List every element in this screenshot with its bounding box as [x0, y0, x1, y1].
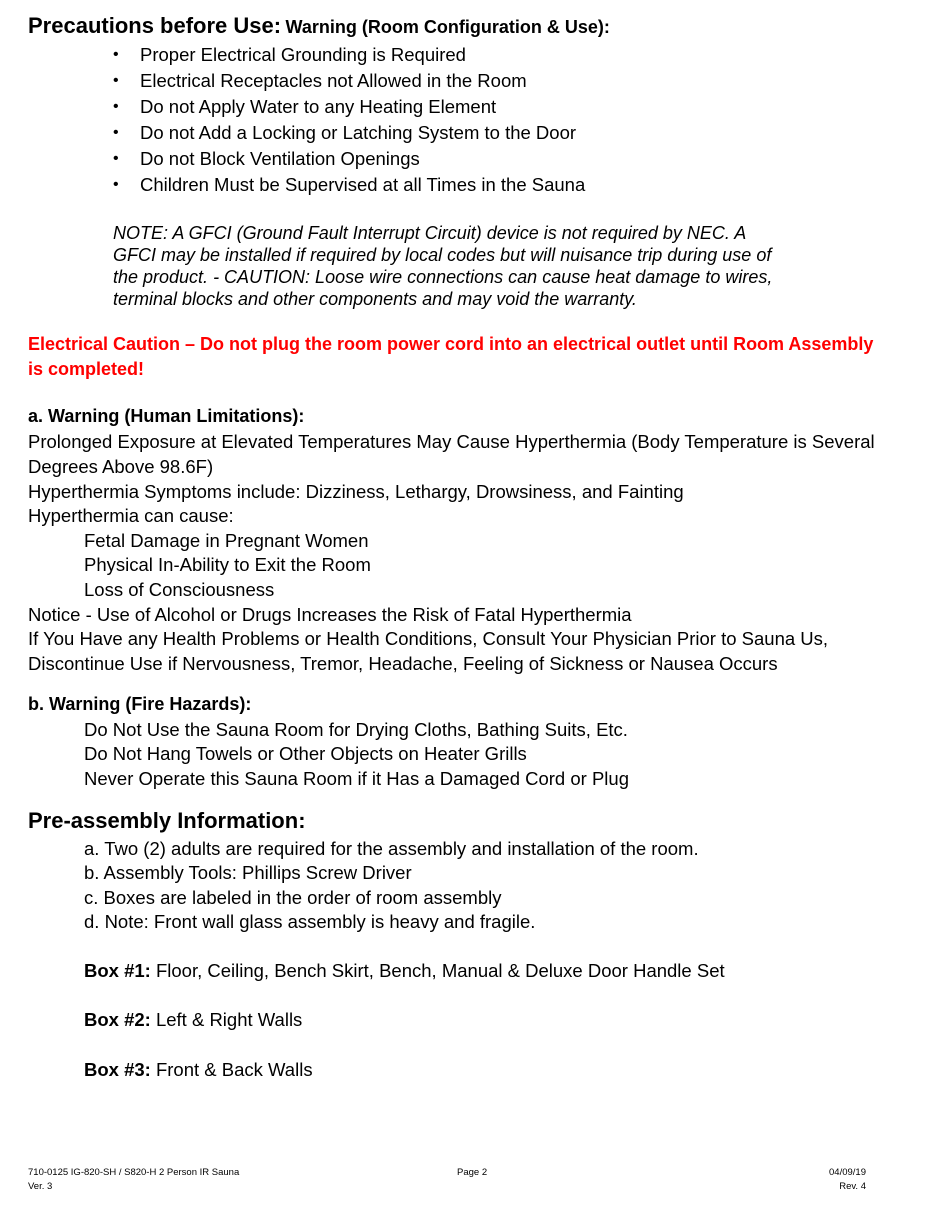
note-line: the product. - CAUTION: Loose wire connections can cause heat damage to wires, — [113, 267, 773, 287]
box-label: Box #3: — [84, 1059, 151, 1080]
text-line: Hyperthermia Symptoms include: Dizziness, Lethargy, Drowsiness, and Fainting — [28, 481, 684, 502]
footer-version: Ver. 3 — [28, 1181, 53, 1192]
precautions-subtitle: Warning (Room Configuration & Use): — [285, 17, 610, 37]
bullet-icon: • — [113, 98, 119, 115]
caution-line: is completed! — [28, 359, 145, 379]
list-item: • Electrical Receptacles not Allowed in the Room — [113, 68, 585, 94]
bullet-icon: • — [113, 150, 119, 167]
bullet-icon: • — [113, 124, 119, 141]
footer-page-number: Page 2 — [457, 1167, 488, 1178]
electrical-caution — [28, 332, 928, 382]
box-label: Box #1: — [84, 960, 151, 981]
box-3-line — [84, 1059, 313, 1081]
list-item: c. Boxes are labeled in the order of room assembly — [84, 887, 502, 908]
box-contents: Floor, Ceiling, Bench Skirt, Bench, Manual & Deluxe Door Handle Set — [155, 960, 725, 981]
box-contents: Left & Right Walls — [155, 1009, 303, 1030]
fire-hazards-heading: b. Warning (Fire Hazards): — [28, 694, 252, 714]
note-line: NOTE: A GFCI (Ground Fault Interrupt Circuit) device is not required by NEC. A — [113, 223, 747, 243]
list-item: a. Two (2) adults are required for the assembly and installation of the room. — [84, 838, 699, 859]
footer-doc-id: 710-0125 IG-820-SH / S820-H 2 Person IR Sauna — [28, 1167, 240, 1178]
list-item: Physical In-Ability to Exit the Room — [84, 554, 371, 575]
bullet-icon: • — [113, 46, 119, 63]
list-item: Do Not Use the Sauna Room for Drying Cloths, Bathing Suits, Etc. — [84, 719, 628, 740]
text-line: Hyperthermia can cause: — [28, 505, 234, 526]
text-line: Prolonged Exposure at Elevated Temperatures May Cause Hyperthermia (Body Temperature is Several — [28, 431, 875, 452]
precautions-bullet-list — [113, 42, 585, 198]
list-item: Loss of Consciousness — [84, 579, 275, 600]
bullet-icon: • — [113, 176, 119, 193]
list-item: Never Operate this Sauna Room if it Has a Damaged Cord or Plug — [84, 768, 629, 789]
human-limitations-heading: a. Warning (Human Limitations): — [28, 406, 305, 426]
text-line: If You Have any Health Problems or Health Conditions, Consult Your Physician Prior to Sauna Us, — [28, 628, 829, 649]
caution-line: Electrical Caution – Do not plug the room power cord into an electrical outlet until Room Assembly — [28, 334, 874, 354]
note-line: terminal blocks and other components and may void the warranty. — [113, 289, 637, 309]
footer-revision: Rev. 4 — [839, 1181, 866, 1192]
footer-date: 04/09/19 — [829, 1167, 866, 1178]
precautions-heading — [28, 13, 610, 39]
list-item: • Do not Add a Locking or Latching System to the Door — [113, 120, 585, 146]
list-item: Do Not Hang Towels or Other Objects on Heater Grills — [84, 743, 527, 764]
list-item: Fetal Damage in Pregnant Women — [84, 530, 369, 551]
bullet-icon: • — [113, 72, 119, 89]
list-item: • Children Must be Supervised at all Times in the Sauna — [113, 172, 585, 198]
list-item: d. Note: Front wall glass assembly is heavy and fragile. — [84, 911, 536, 932]
gfci-note — [113, 222, 813, 310]
precautions-title: Precautions before Use: — [28, 13, 282, 38]
pre-assembly-heading: Pre-assembly Information: — [28, 808, 306, 833]
box-contents: Front & Back Walls — [155, 1059, 313, 1080]
list-item: b. Assembly Tools: Phillips Screw Driver — [84, 862, 412, 883]
list-item: • Do not Apply Water to any Heating Element — [113, 94, 585, 120]
box-label: Box #2: — [84, 1009, 151, 1030]
text-line: Notice - Use of Alcohol or Drugs Increases the Risk of Fatal Hyperthermia — [28, 604, 632, 625]
box-1-line — [84, 960, 725, 982]
text-line: Degrees Above 98.6F) — [28, 456, 214, 477]
list-item: • Proper Electrical Grounding is Required — [113, 42, 585, 68]
note-line: GFCI may be installed if required by local codes but will nuisance trip during use of — [113, 245, 772, 265]
box-2-line — [84, 1009, 302, 1031]
text-line: Discontinue Use if Nervousness, Tremor, Headache, Feeling of Sickness or Nausea Occurs — [28, 653, 778, 674]
list-item: • Do not Block Ventilation Openings — [113, 146, 585, 172]
